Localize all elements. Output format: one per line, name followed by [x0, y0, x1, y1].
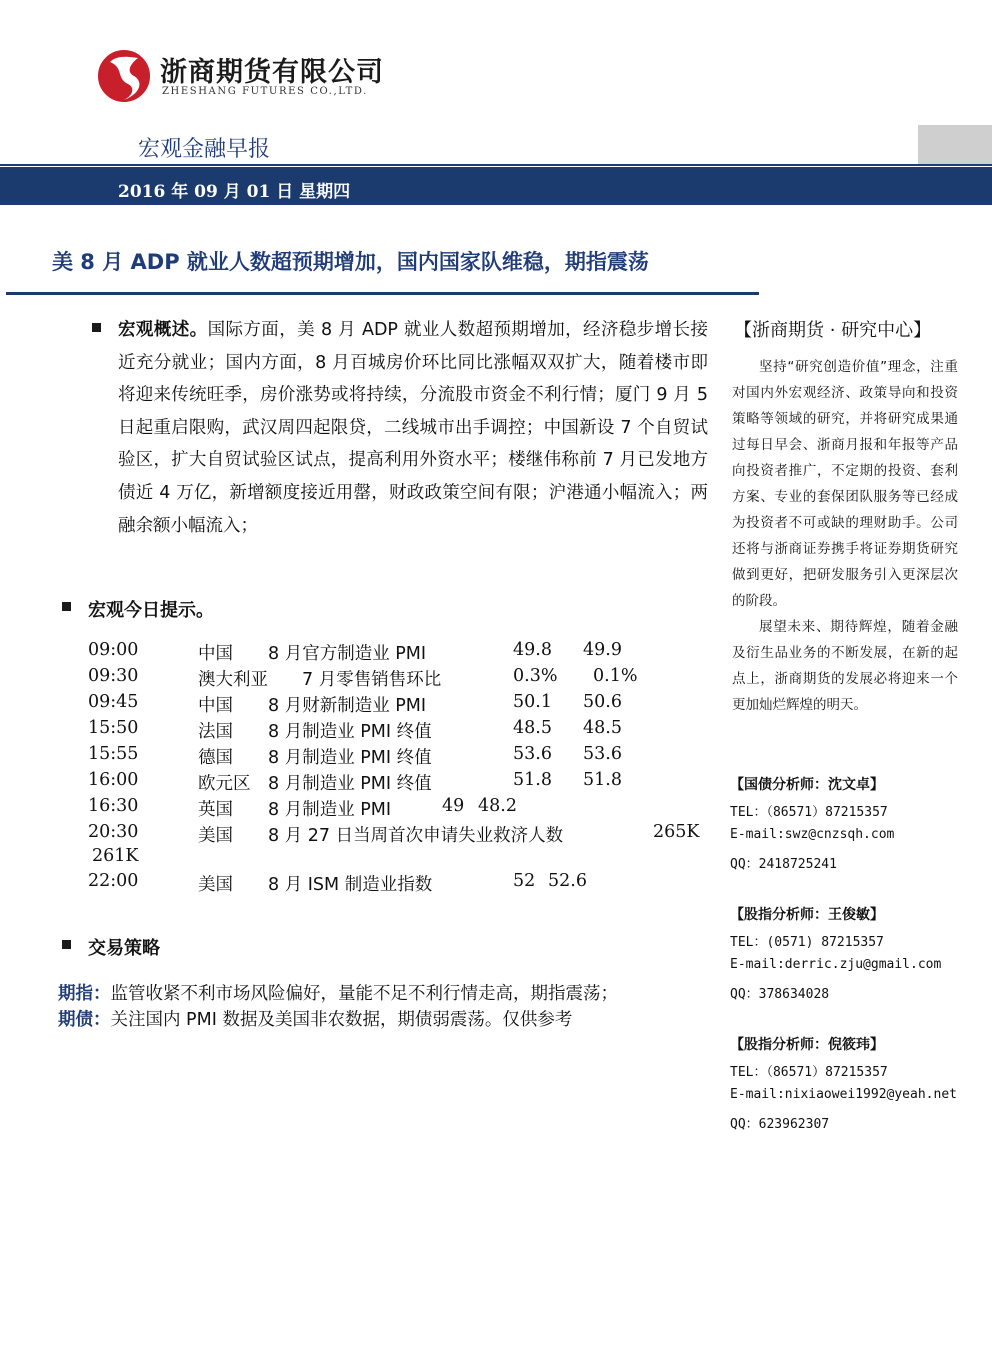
analyst-title: 【股指分析师：倪筱玮】 — [730, 1037, 884, 1053]
event-forecast: 50.6 — [583, 692, 622, 712]
event-name: 7 月零售销售环比 — [302, 670, 442, 690]
analyst-email: E-mail:swz@cnzsqh.com — [730, 827, 895, 842]
event-previous: 52 — [513, 871, 536, 891]
analyst-tel: TEL：（86571）87215357 — [730, 1065, 888, 1080]
analyst-email: E-mail:derric.zju@gmail.com — [730, 957, 942, 972]
strategy-text: 关注国内 PMI 数据及美国非农数据，期债弱震荡。仅供参考 — [110, 1010, 573, 1030]
event-forecast: 0.1% — [593, 666, 638, 686]
event-time: 16:00 — [88, 770, 139, 790]
event-previous: 49.8 — [513, 640, 552, 660]
event-country: 法国 — [198, 722, 233, 742]
logo-chinese-name: 浙商期货有限公司 — [160, 57, 384, 88]
event-previous: 50.1 — [513, 692, 552, 712]
event-country: 澳大利亚 — [198, 670, 268, 690]
analyst-tel: TEL：(0571) 87215357 — [730, 935, 884, 950]
research-center-outlook: 展望未来、期待辉煌，随着金融及衍生品业务的不断发展，在新的起点上，浙商期货的发展必将迎来一个更加灿烂辉煌的明天。 — [732, 619, 958, 713]
event-name: 8 月制造业 PMI 终值 — [268, 722, 432, 742]
strategy-label: 期指： — [58, 984, 111, 1004]
macro-overview — [118, 314, 708, 542]
calendar-row — [88, 770, 708, 796]
overview-text: 国际方面，美 8 月 ADP 就业人数超预期增加，经济稳步增长接近充分就业；国内方面，8 月百城房价环比同比涨幅双双扩大，随着楼市即将迎来传统旺季，房价涨势或将持续，分流股市资金不利行情；厦门 9 月 5 日起重启限购，武汉周四起限贷，二线城市出手调控；中国新设 7 个自贸试验区，扩大自贸试验区试点，提高利用外资水平；楼继伟称前 7 月已发地方债近 4 万亿，新增额度接近用罄，财政政策空间有限；沪港通小幅流入；两融余额小幅流入； — [118, 320, 709, 536]
macro-calendar — [88, 640, 708, 897]
event-forecast: 48.2 — [478, 796, 517, 816]
event-country: 英国 — [198, 800, 233, 820]
event-previous: 0.3% — [513, 666, 558, 686]
event-country: 美国 — [198, 826, 233, 846]
event-forecast: 51.8 — [583, 770, 622, 790]
strategy-index-futures — [58, 980, 618, 1005]
event-previous: 49 — [442, 796, 465, 816]
analyst-qq: QQ：378634028 — [730, 987, 830, 1002]
event-name: 8 月财新制造业 PMI — [268, 696, 427, 716]
event-time: 09:00 — [88, 640, 139, 660]
bullet-square-icon — [62, 940, 71, 949]
event-previous: 265K — [653, 822, 700, 842]
event-country: 德国 — [198, 748, 233, 768]
event-name: 8 月 27 日当周首次申请失业救济人数 — [268, 826, 564, 846]
analyst-title: 【股指分析师：王俊敏】 — [730, 907, 884, 923]
event-forecast: 48.5 — [583, 718, 622, 738]
strategy-text: 监管收紧不利市场风险偏好，量能不足不利行情走高，期指震荡； — [110, 984, 618, 1004]
company-logo-icon — [96, 48, 152, 104]
overview-label: 宏观概述。 — [118, 320, 208, 340]
event-country: 美国 — [198, 875, 233, 895]
calendar-section-title: 宏观今日提示。 — [88, 600, 214, 621]
event-time: 15:55 — [88, 744, 139, 764]
event-country: 欧元区 — [198, 774, 251, 794]
headline-divider — [6, 292, 759, 295]
event-previous: 48.5 — [513, 718, 552, 738]
header-divider — [0, 164, 992, 166]
strategy-bond-futures — [58, 1006, 572, 1031]
calendar-row — [88, 640, 708, 666]
bullet-square-icon — [62, 602, 71, 611]
logo-english-name: ZHESHANG FUTURES CO.,LTD. — [162, 86, 368, 97]
event-name: 8 月 ISM 制造业指数 — [268, 875, 433, 895]
research-center-title: 【浙商期货 · 研究中心】 — [734, 320, 932, 341]
analyst-tel: TEL：（86571）87215357 — [730, 805, 888, 820]
event-time: 20:30 — [88, 822, 139, 842]
calendar-row — [88, 666, 708, 692]
event-name: 8 月制造业 PMI 终值 — [268, 774, 432, 794]
analyst-qq: QQ：2418725241 — [730, 857, 837, 872]
strategy-section-title: 交易策略 — [88, 938, 160, 959]
bullet-square-icon — [92, 323, 101, 332]
analyst-title: 【国债分析师：沈文卓】 — [730, 777, 884, 793]
calendar-row — [88, 692, 708, 718]
event-previous: 53.6 — [513, 744, 552, 764]
event-time: 16:30 — [88, 796, 139, 816]
event-time: 09:30 — [88, 666, 139, 686]
calendar-row — [88, 822, 708, 866]
event-forecast: 49.9 — [583, 640, 622, 660]
calendar-row — [88, 718, 708, 744]
event-forecast: 53.6 — [583, 744, 622, 764]
calendar-row — [88, 744, 708, 770]
event-name: 8 月官方制造业 PMI — [268, 644, 427, 664]
report-date: 2016 年 09 月 01 日 星期四 — [118, 182, 351, 202]
strategy-label: 期债： — [58, 1010, 111, 1030]
event-time: 15:50 — [88, 718, 139, 738]
research-center-intro: 坚持“研究创造价值”理念，注重对国内外宏观经济、政策导向和投资策略等领域的研究，并将研究成果通过每日早会、浙商月报和年报等产品向投资者推广，不定期的投资、套利方案、专业的套保团队服务等已经成为投资者不可或缺的理财助手。公司还将与浙商证券携手将证券期货研究做到更好，把研发服务引入更深层次的阶段。 — [732, 359, 958, 609]
event-time: 09:45 — [88, 692, 139, 712]
event-name: 8 月制造业 PMI 终值 — [268, 748, 432, 768]
report-type-title: 宏观金融早报 — [138, 137, 271, 162]
calendar-row — [88, 871, 708, 897]
event-previous: 51.8 — [513, 770, 552, 790]
event-forecast: 52.6 — [548, 871, 587, 891]
event-time: 22:00 — [88, 871, 139, 891]
analyst-qq: QQ：623962307 — [730, 1117, 830, 1132]
report-headline: 美 8 月 ADP 就业人数超预期增加，国内国家队维稳，期指震荡 — [52, 250, 649, 274]
event-country: 中国 — [198, 644, 233, 664]
calendar-row — [88, 796, 708, 822]
analyst-email: E-mail:nixiaowei1992@yeah.net — [730, 1087, 957, 1102]
event-country: 中国 — [198, 696, 233, 716]
event-forecast: 261K — [92, 846, 139, 866]
event-name: 8 月制造业 PMI — [268, 800, 392, 820]
header-gray-tab — [918, 125, 992, 165]
